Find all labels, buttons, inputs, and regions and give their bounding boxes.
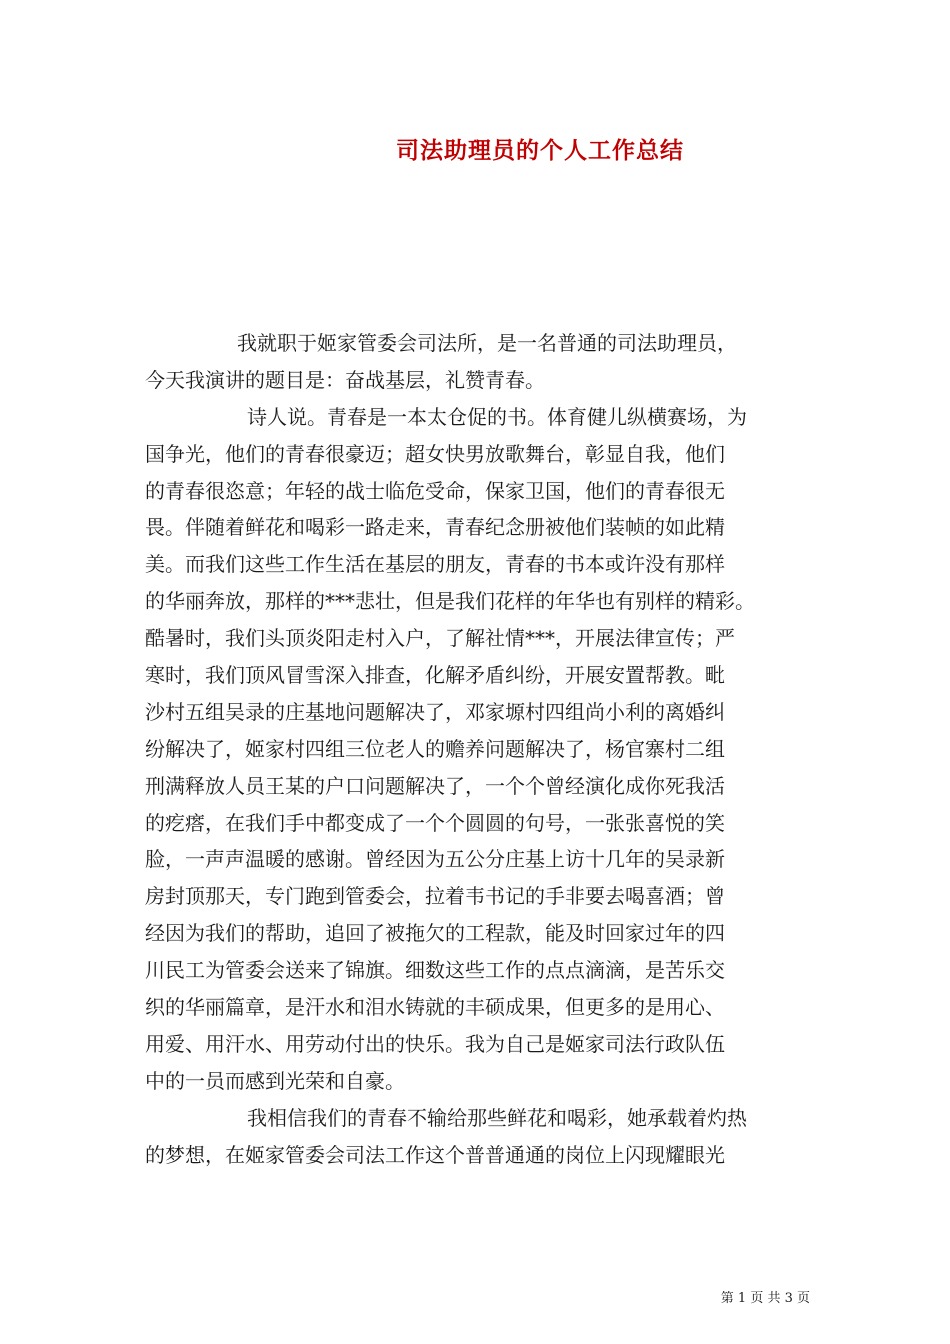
document-body	[145, 325, 810, 1173]
text-line: 酷暑时，我们头顶炎阳走村入户，了解社情***，开展法律宣传；严	[145, 626, 735, 651]
page-number: 第 1 页 共 3 页	[720, 1291, 810, 1306]
text-line: 美。而我们这些工作生活在基层的朋友，青春的书本或许没有那样	[145, 552, 725, 577]
text-line: 的青春很恣意；年轻的战士临危受命，保家卫国，他们的青春很无	[145, 478, 725, 503]
text-line: 畏。伴随着鲜花和喝彩一路走来，青春纪念册被他们装帧的如此精	[145, 515, 725, 540]
text-line: 沙村五组吴录的庄基地问题解决了，邓家塬村四组尚小利的离婚纠	[145, 699, 725, 724]
document-title: 司法助理员的个人工作总结	[396, 137, 684, 164]
text-line: 用爱、用汗水、用劳动付出的快乐。我为自己是姬家司法行政队伍	[145, 1031, 725, 1056]
text-line: 寒时，我们顶风冒雪深入排查，化解矛盾纠纷，开展安置帮教。毗	[145, 663, 725, 688]
text-line: 川民工为管委会送来了锦旗。细数这些工作的点点滴滴，是苦乐交	[145, 958, 725, 983]
text-line: 房封顶那天，专门跑到管委会，拉着韦书记的手非要去喝喜酒；曾	[145, 884, 725, 909]
text-line: 中的一员而感到光荣和自豪。	[145, 1068, 405, 1093]
text-line: 今天我演讲的题目是：奋战基层，礼赞青春。	[145, 367, 545, 392]
text-line: 我相信我们的青春不输给那些鲜花和喝彩，她承载着灼热	[247, 1105, 747, 1130]
text-line: 织的华丽篇章，是汗水和泪水铸就的丰硕成果，但更多的是用心、	[145, 995, 725, 1020]
text-line: 刑满释放人员王某的户口问题解决了，一个个曾经演化成你死我活	[145, 773, 725, 798]
text-line: 经因为我们的帮助，追回了被拖欠的工程款，能及时回家过年的四	[145, 921, 725, 946]
text-line: 的梦想，在姬家管委会司法工作这个普普通通的岗位上闪现耀眼光	[145, 1142, 725, 1167]
text-line: 诗人说。青春是一本太仓促的书。体育健儿纵横赛场，为	[247, 404, 747, 429]
text-line: 我就职于姬家管委会司法所，是一名普通的司法助理员，	[237, 331, 737, 355]
text-line: 的疙瘩，在我们手中都变成了一个个圆圆的句号，一张张喜悦的笑	[145, 810, 725, 835]
text-line: 国争光，他们的青春很豪迈；超女快男放歌舞台，彰显自我，他们	[145, 441, 725, 466]
text-line: 纷解决了，姬家村四组三位老人的赡养问题解决了，杨官寨村二组	[145, 736, 725, 761]
text-line: 脸，一声声温暖的感谢。曾经因为五公分庄基上访十几年的吴录新	[145, 847, 725, 872]
text-line: 的华丽奔放，那样的***悲壮，但是我们花样的年华也有别样的精彩。	[145, 589, 755, 614]
